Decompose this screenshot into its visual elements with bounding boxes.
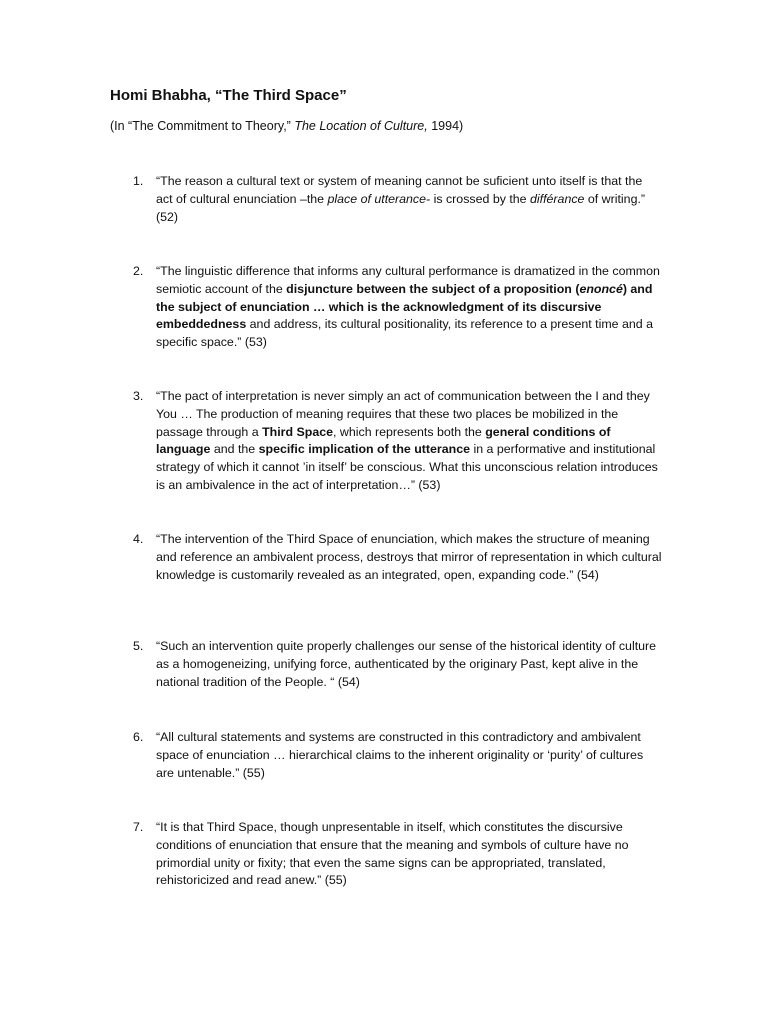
quote-text <box>156 531 662 584</box>
quote-segment: “The pact of interpretation is never simply an act of communication between the I and they You … The production of meaning requires that these two places be mobilized in the passage through a <box>156 389 650 439</box>
quote-segment: and address, its cultural positionality, its reference to a present time and a specific space.” (53) <box>156 317 654 350</box>
quote-text <box>156 263 662 352</box>
quote-segment: Third Space <box>262 424 334 439</box>
subtitle-suffix: 1994) <box>427 119 464 133</box>
quote-segment: “All cultural statements and systems are constructed in this contradictory and ambivalent space of enunciation … hierarchical claims to the inherent originality or ‘purity’ of cultures are untenable.” (55) <box>156 730 644 780</box>
quote-number: 5. <box>133 639 144 653</box>
quote-segment: disjuncture between the subject of a proposition ( <box>286 281 580 296</box>
quote-segment: , which represents both the <box>333 424 486 439</box>
quote-segment: place of utterance- <box>327 191 431 206</box>
quote-segment: and the <box>210 442 259 457</box>
quote-number: 3. <box>133 389 144 403</box>
quote-segment: “The intervention of the Third Space of enunciation, which makes the structure of meaning and reference an ambivalent process, destroys that mirror of representation in which cultural knowledge is customarily revealed as an integrated, open, expanding code.” (54) <box>156 532 662 582</box>
quote-segment: is crossed by the <box>430 191 531 206</box>
quote-segment: general conditions of language <box>156 424 611 457</box>
quote-number: 1. <box>133 174 144 188</box>
quote-segment: “Such an intervention quite properly challenges our sense of the historical identity of culture as a homogeneizing, unifying force, authenticated by the originary Past, kept alive in the national tradition of the People. “ (54) <box>156 639 657 689</box>
quote-segment: “The linguistic difference that informs any cultural performance is dramatized in the common semiotic account of the <box>156 264 660 296</box>
quote-segment: ) and the subject of enunciation … which is the acknowledgment of its discursive embeddedness <box>156 281 653 332</box>
quote-segment: différance <box>530 191 585 206</box>
quote-text <box>156 729 662 782</box>
quote-number: 2. <box>133 264 144 278</box>
document-subtitle <box>110 119 463 133</box>
quote-number: 4. <box>133 532 144 546</box>
quote-text <box>156 173 662 226</box>
quote-text <box>156 819 662 890</box>
quote-number: 7. <box>133 820 144 834</box>
quote-segment: of writing.” (52) <box>156 191 646 224</box>
quote-segment: enoncé <box>579 281 623 296</box>
quote-text <box>156 638 662 691</box>
document-title: Homi Bhabha, “The Third Space” <box>110 87 347 104</box>
subtitle-book-title: The Location of Culture, <box>294 119 428 133</box>
quote-segment: “The reason a cultural text or system of meaning cannot be suficient unto itself is that the act of cultural enunciation –the <box>156 174 643 206</box>
quote-segment: specific implication of the utterance <box>258 442 470 457</box>
quote-text <box>156 388 662 495</box>
subtitle-prefix: (In “The Commitment to Theory,” <box>110 119 295 133</box>
quote-segment: in a performative and institutional strategy of which it cannot ’in itself’ be conscious. What this unconscious relation introduces is an ambivalence in the act of interpretation…” (53) <box>156 442 658 492</box>
quote-segment: “It is that Third Space, though unpresentable in itself, which constitutes the discursive conditions of enunciation that ensure that the meaning and symbols of culture have no primordial unity or fixity; that even the same signs can be appropriated, translated, rehistoricized and read anew.” (55) <box>156 820 629 888</box>
quote-number: 6. <box>133 730 144 744</box>
